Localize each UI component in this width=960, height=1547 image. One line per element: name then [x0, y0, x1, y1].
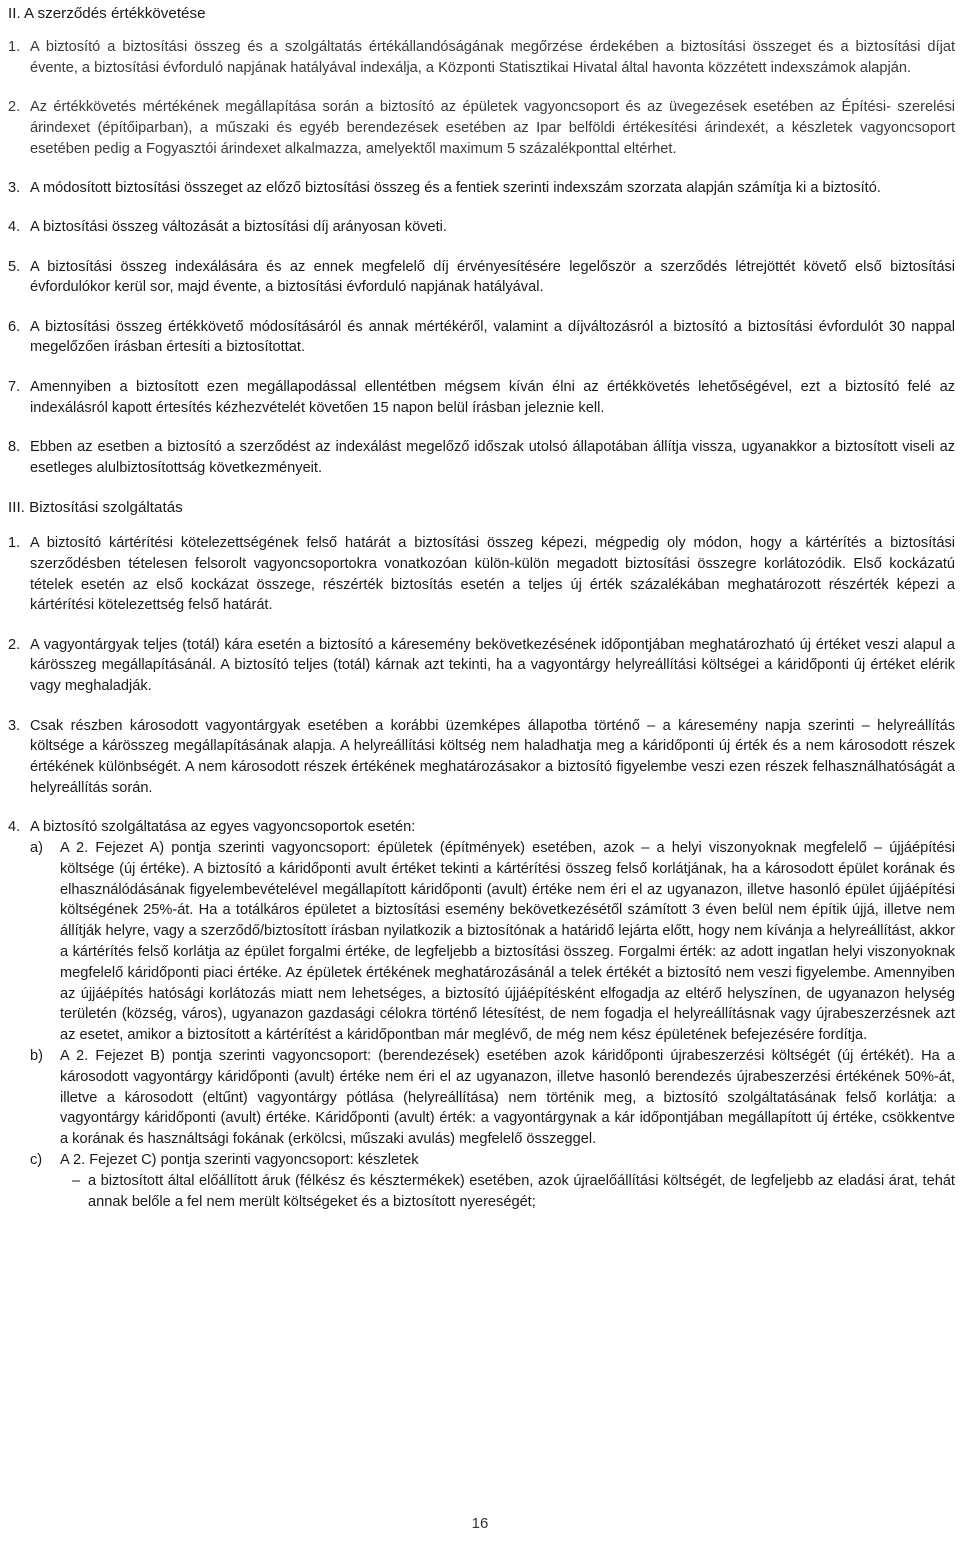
item-text: Az értékkövetés mértékének megállapítása során a biztosító az épületek vagyoncsoport és az üvegezések esetében az Építési- szerelési árindexet (építőiparban), a műszaki és egyéb berendezések esetében az Ipar belföldi értékesítési árindexét, a készletek vagyoncsoport esetében pedig a Fogyasztói árindexet alkalmazza, amelyektől maximum 5 százalékponttal eltérhet. [30, 99, 955, 157]
item-number: 3. [8, 179, 21, 196]
section-ii-item-3 [8, 178, 955, 199]
sub-item-text: A 2. Fejezet A) pontja szerinti vagyoncsoport: épületek (építmények) esetében, azok – a helyi viszonyoknak megfelelő – újjáépítési költsége (új értéke). A biztosító a káridőponti avult értéket tekinti a kártérítési összeg felső korlátjának, ha a károsodott épület korának és elhasználódásának figyelembevételével megállapított káridőponti (avult) értéke nem éri el az ugyanazon, illetve hasonló épület újjáépítési költségének 25%-át. Ha a totálkáros épületet a biztosítási esemény bekövetkezésétől számított 3 éven belül nem építik újjá, illetve nem állítják helyre, vagy a szerződő/biztosított írásban nyilatkozik a biztosítónak a határidő lejárta előtt, hogy nem kívánja a helyreállítást, akkor a kártérítés felső korlátja az épület forgalmi értéke, de legfeljebb a biztosítási összeg. Forgalmi érték: az adott ingatlan helyi viszonyoknak megfelelő káridőponti piaci értéke. Az épületek értékének meghatározásánál a telek értékét a biztosító nem veszi figyelembe. Amennyiben az újjáépítés hatósági korlátozás miatt nem lehetséges, a biztosító újjáépítésként elfogadja az eltérő helyszínen, de ugyanazon helység területén (község, város), ugyanazon gazdasági célokra történő létesítést, de nem fogadja el helyreállításnak vagy újrabeszerzésnek azt az esetet, amikor a biztosított a kártérítést a káridőpontban már meglévő, de még nem kész épületének befejezésére fordítja. [60, 840, 955, 1044]
item-text: A biztosítási összeg értékkövető módosításáról és annak mértékéről, valamint a díjváltozásról a biztosító a biztosítási évfordulót 30 nappal megelőzően írásban értesíti a biztosítottat. [30, 318, 955, 356]
section-title-ii: II. A szerződés értékkövetése [8, 5, 206, 22]
dash-item-text: a biztosított által előállított áruk (félkész és késztermékek) esetében, azok újraelőállítási költségét, de legfeljebb az eladási árat, tehát annak belőle a fel nem merült költségeket és a biztosított nyereségét; [88, 1172, 955, 1210]
item-number: 6. [8, 318, 21, 335]
item-text: A vagyontárgyak teljes (totál) kára esetén a biztosító a káresemény bekövetkezésének időpontjában meghatározható új értéket veszi alapul a kárösszeg megállapításánál. A biztosító teljes (totál) kárnak azt tekinti, ha a vagyontárgy helyreállítási költségei a káridőponti új értéket elérik vagy meghaladják. [30, 636, 955, 695]
sub-item-b [30, 1046, 955, 1150]
item-number: 4. [8, 219, 21, 236]
section-ii-item-2 [8, 97, 955, 159]
item-text: A biztosító szolgáltatása az egyes vagyoncsoportok esetén: [30, 819, 416, 836]
item-number: 1. [8, 39, 21, 55]
item-number: 1. [8, 534, 21, 551]
section-title-iii: III. Biztosítási szolgáltatás [8, 498, 183, 516]
section-iii-item-4 [8, 817, 955, 1212]
sub-item-text: A 2. Fejezet B) pontja szerinti vagyoncsoport: (berendezések) esetében azok káridőponti újrabeszerzési költségét (új értékét). Ha a károsodott vagyontárgy káridőponti (avult) értéke nem éri el az ugyanazon, illetve hasonló berendezés újrabeszerzési értékének 50%-át, illetve a károsodott (eltűnt) vagyontárgy pótlása (helyreállítása) nem történik meg, a biztosító szolgáltatásának felső korlátja: a vagyontárgy káridőponti (avult) értéke. Káridőponti (avult) érték: a vagyontárgynak a kár időpontjában megállapított új értéke, csökkentve a korának és használtsági fokának (erkölcsi, műszaki avulás) megfelelő összeggel. [60, 1047, 955, 1148]
sub-item-text: A 2. Fejezet C) pontja szerinti vagyoncsoport: készletek [60, 1151, 419, 1168]
item-text: A módosított biztosítási összeget az előző biztosítási összeg és a fentiek szerinti indexszám szorzata alapján számítja ki a biztosító. [30, 179, 881, 196]
item-text: A biztosító a biztosítási összeg és a szolgáltatás értékállandóságának megőrzése érdekében a biztosítási összeget és a biztosítási díjat évente, a biztosítási évforduló napjának hatályával indexálja, a Központi Statisztikai Hivatal által havonta közzétett indexszámok alapján. [30, 39, 955, 76]
item-text: Ebben az esetben a biztosító a szerződést az indexálást megelőző időszak utolsó állapotában állítja vissza, ugyanakkor a biztosított viseli az esetleges alulbiztosítottság következményeit. [30, 438, 955, 476]
dash-mark: – [72, 1172, 81, 1189]
item-text: A biztosítási összeg változását a biztosítási díj arányosan követi. [30, 219, 447, 236]
section-ii-item-8 [8, 437, 955, 479]
sub-item-letter: b) [30, 1047, 43, 1064]
item-number: 8. [8, 438, 21, 455]
item-number: 2. [8, 99, 21, 116]
section-ii-item-5 [8, 257, 955, 299]
dash-item [60, 1171, 955, 1213]
sub-item-letter: a) [30, 840, 43, 857]
section-ii-item-7 [8, 377, 955, 419]
page-number: 16 [471, 1515, 489, 1532]
item-text: Amennyiben a biztosított ezen megállapodással ellentétben mégsem kíván élni az értékkövetés lehetőségével, ezt a biztosító felé az indexálásról kapott értesítés kézhezvételét követően 15 napon belül írásban jeleznie kell. [30, 378, 955, 416]
section-ii-item-4 [8, 217, 955, 238]
section-iii-item-1 [8, 533, 955, 616]
sub-item-letter: c) [30, 1151, 43, 1168]
item-text: A biztosítási összeg indexálására és az ennek megfelelő díj érvényesítésére legelőször a szerződés létrejöttét követő első biztosítási évfordulókor kerül sor, majd évente, a biztosítási évforduló napjának hatályával. [30, 258, 955, 296]
item-number: 2. [8, 636, 21, 653]
section-iii-item-2 [8, 635, 955, 697]
item-text: A biztosító kártérítési kötelezettségének felső határát a biztosítási összeg képezi, mégpedig oly módon, hogy a kártérítés a biztosítási szerződésben tételesen felsorolt vagyoncsoportokra vonatkozóan külön-külön megadott biztosítási összegre korlátozódik. Első kockázatú tételek esetén az első kockázat összege, részérték biztosítás esetén a teljes új érték százalékában meghatározott részérték képezi a kártérítési kötelezettség felső határát. [30, 534, 955, 614]
item-number: 7. [8, 378, 21, 395]
page-content [8, 3, 955, 1231]
item-text: Csak részben károsodott vagyontárgyak esetében a korábbi üzemképes állapotba történő – a káresemény napja szerinti – helyreállítás költsége a kárösszeg megállapításának alapja. A helyreállítási költség nem haladhatja meg a káridőponti új érték és a nem károsodott részek értékének különbségét. A nem károsodott részek értékének meghatározásakor a biztosító figyelembe veszi ezen részek felhasználhatóságát a helyreállítás során. [30, 717, 955, 796]
item-number: 3. [8, 717, 21, 734]
sub-item-c [30, 1150, 955, 1212]
section-ii-item-1 [8, 37, 955, 79]
item-number: 5. [8, 258, 21, 275]
section-ii-item-6 [8, 317, 955, 359]
item-number: 4. [8, 819, 21, 836]
section-iii-item-3 [8, 716, 955, 799]
sub-item-a [30, 838, 955, 1046]
